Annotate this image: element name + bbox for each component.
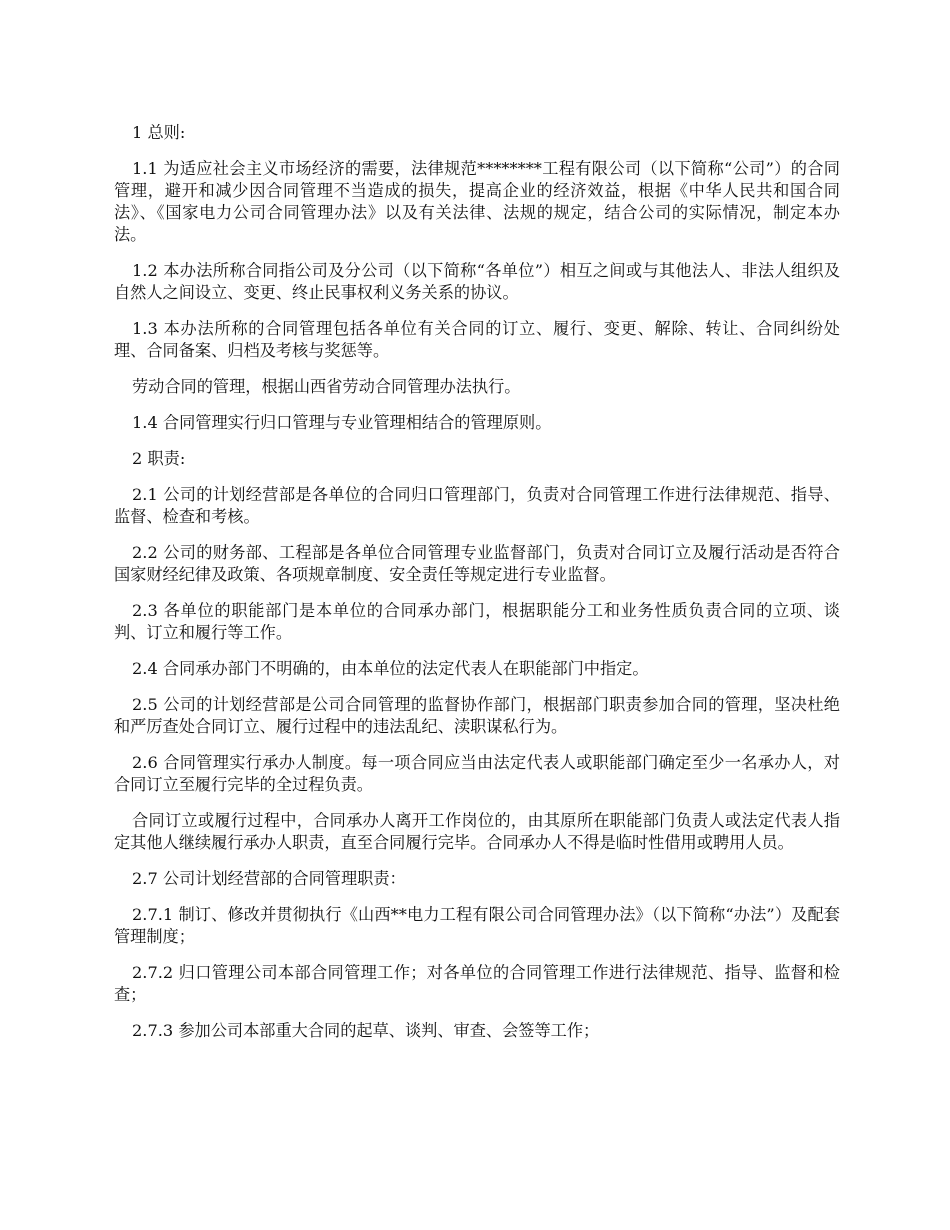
paragraph-2-6-continued: 合同订立或履行过程中，合同承办人离开工作岗位的，由其原所在职能部门负责人或法定代表人指定其他人继续履行承办人职责，直至合同履行完毕。合同承办人不得是临时性借用或聘用人员。: [114, 811, 840, 852]
paragraph-1-1: 1.1 为适应社会主义市场经济的需要，法律规范********工程有限公司（以下简称“公司”）的合同管理，避开和减少因合同管理不当造成的损失，提高企业的经济效益，根据《中华人民共和国合同法》、《国家电力公司合同管理办法》以及有关法律、法规的规定，结合公司的实际情况，制定本办法。: [114, 159, 840, 244]
paragraph-1-2: 1.2 本办法所称合同指公司及分公司（以下简称“各单位”）相互之间或与其他法人、非法人组织及自然人之间设立、变更、终止民事权利义务关系的协议。: [114, 261, 840, 302]
paragraph-2-1: 2.1 公司的计划经营部是各单位的合同归口管理部门，负责对合同管理工作进行法律规范、指导、监督、检查和考核。: [114, 485, 840, 526]
paragraph-2-3: 2.3 各单位的职能部门是本单位的合同承办部门，根据职能分工和业务性质负责合同的立项、谈判、订立和履行等工作。: [114, 601, 840, 642]
paragraph-labor-contract: 劳动合同的管理，根据山西省劳动合同管理办法执行。: [132, 377, 521, 396]
paragraph-2-2: 2.2 公司的财务部、工程部是各单位合同管理专业监督部门，负责对合同订立及履行活动是否符合国家财经纪律及政策、各项规章制度、安全责任等规定进行专业监督。: [114, 543, 840, 584]
paragraph-2-7-1: 2.7.1 制订、修改并贯彻执行《山西**电力工程有限公司合同管理办法》（以下简称“办法”）及配套管理制度；: [114, 905, 840, 946]
paragraph-2-7: 2.7 公司计划经营部的合同管理职责：: [132, 869, 406, 888]
paragraph-2-6: 2.6 合同管理实行承办人制度。每一项合同应当由法定代表人或职能部门确定至少一名承办人，对合同订立至履行完毕的全过程负责。: [114, 753, 840, 794]
paragraph-1-3: 1.3 本办法所称的合同管理包括各单位有关合同的订立、履行、变更、解除、转让、合同纠纷处理、合同备案、归档及考核与奖惩等。: [114, 319, 840, 360]
paragraph-2-7-2: 2.7.2 归口管理公司本部合同管理工作；对各单位的合同管理工作进行法律规范、指导、监督和检查；: [114, 963, 840, 1004]
section-heading-general: 1 总则:: [132, 123, 186, 142]
paragraph-2-4: 2.4 合同承办部门不明确的，由本单位的法定代表人在职能部门中指定。: [132, 659, 649, 678]
paragraph-2-7-3: 2.7.3 参加公司本部重大合同的起草、谈判、审查、会签等工作；: [132, 1021, 600, 1040]
paragraph-1-4: 1.4 合同管理实行归口管理与专业管理相结合的管理原则。: [132, 413, 552, 432]
paragraph-2-5: 2.5 公司的计划经营部是公司合同管理的监督协作部门，根据部门职责参加合同的管理，坚决杜绝和严厉查处合同订立、履行过程中的违法乱纪、渎职谋私行为。: [114, 695, 840, 736]
section-heading-duties: 2 职责:: [132, 449, 186, 468]
